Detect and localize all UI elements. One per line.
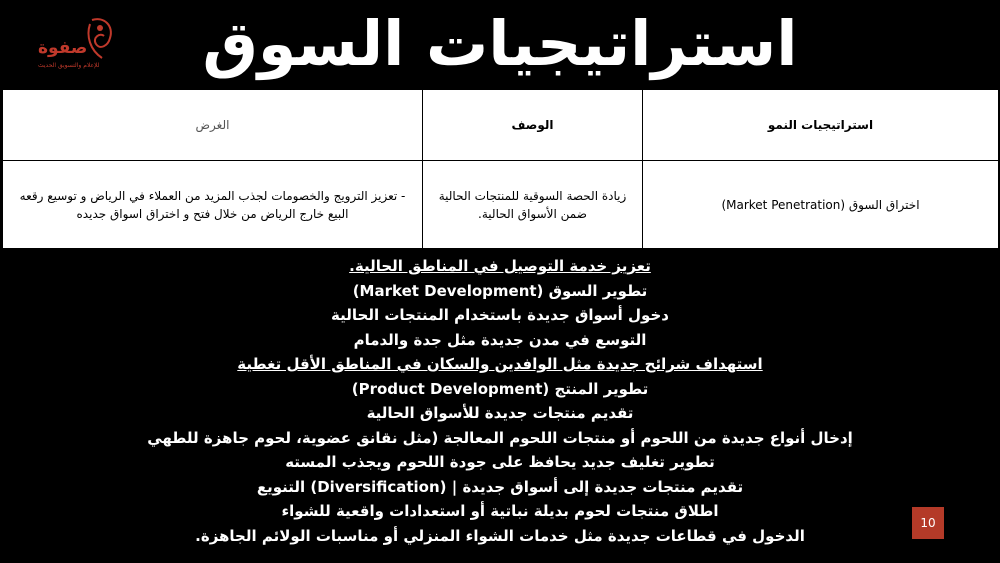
text-line: اطلاق منتجات لحوم بديلة نباتية أو استعدادات واقعية للشواء (281, 502, 719, 520)
text-line: الدخول في قطاعات جديدة مثل خدمات الشواء المنزلي أو مناسبات الولائم الجاهزة. (195, 526, 805, 545)
cell-strategy: اختراق السوق (Market Penetration) (643, 161, 999, 249)
text-line: دخول أسواق جديدة باستخدام المنتجات الحالية (331, 306, 669, 324)
table-header-row (3, 90, 999, 161)
text-line: استهداف شرائح جديدة مثل الوافدين والسكان في المناطق الأقل تغطية (237, 355, 763, 373)
text-line: تطوير السوق (Market Development) (352, 281, 648, 300)
text-line: التوسع في مدن جديدة مثل جدة والدمام (353, 330, 647, 349)
text-line: تعزيز خدمة التوصيل في المناطق الحالية. (349, 257, 651, 275)
text-line: تطوير المنتج (Product Development) (351, 379, 649, 398)
text-line: تطوير تغليف جديد يحافظ على جودة اللحوم ويجذب المسته (285, 453, 715, 471)
cell-description: زيادة الحصة السوقية للمنتجات الحالية ضمن الأسواق الحالية. (423, 161, 643, 249)
text-line: إدخال أنواع جديدة من اللحوم أو منتجات اللحوم المعالجة (مثل نقانق عضوية، لحوم جاهزة للطهي (147, 428, 853, 447)
strategy-text-block (100, 254, 900, 548)
text-line: تقديم منتجات جديدة للأسواق الحالية (366, 404, 634, 422)
cell-purpose: - تعزيز الترويج والخصومات لجذب المزيد من العملاء في الرياض و توسيع رقعه البيع خارج الرياض من خلال فتح و اختراق اسواق جديده (3, 161, 423, 249)
growth-strategies-table (2, 89, 999, 249)
page-number-badge: 10 (912, 507, 944, 539)
slide-title: استراتيجيات السوق (202, 7, 798, 80)
logo-subtitle: للإعلام والتسويق الحديث (38, 62, 100, 69)
header-purpose: الغرض (3, 90, 423, 161)
text-line: تقديم منتجات جديدة إلى أسواق جديدة | (Diversification) التنويع (256, 477, 744, 496)
company-logo (30, 14, 120, 76)
logo-name: صفوة (38, 38, 88, 58)
header-description: الوصف (423, 90, 643, 161)
table-row (3, 161, 999, 249)
header-strategy: استراتيجيات النمو (643, 90, 999, 161)
